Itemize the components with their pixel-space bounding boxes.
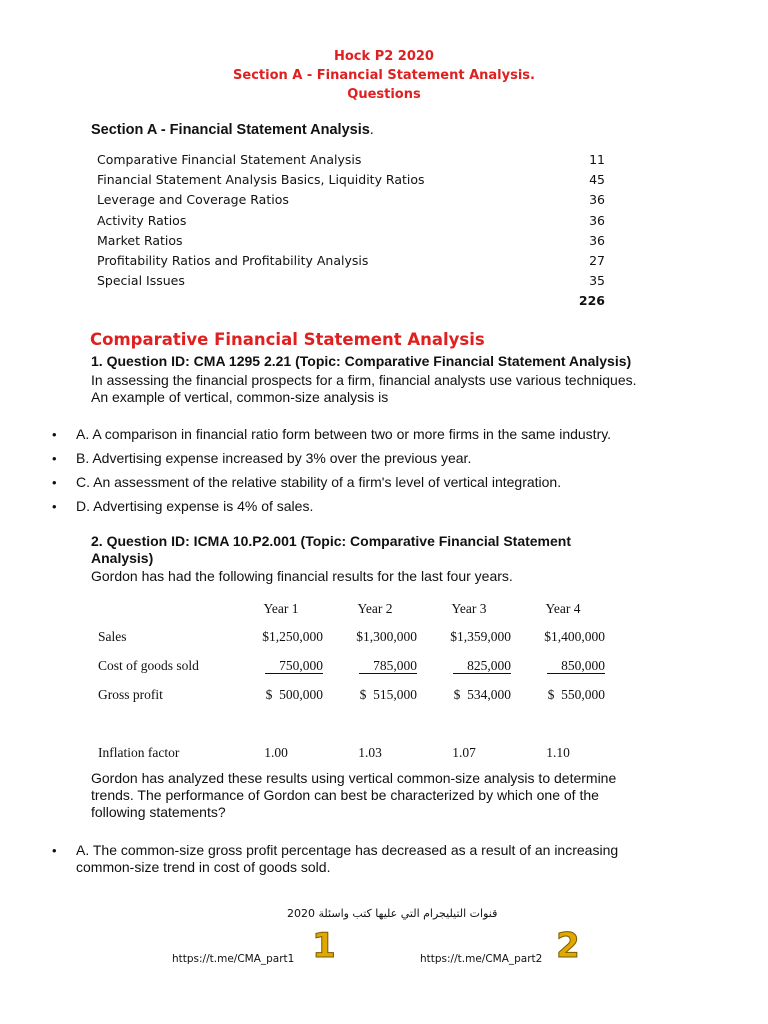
number-one-icon	[312, 926, 336, 962]
question-2-title-2: Analysis)	[91, 550, 154, 566]
question-2-title-1: 2. Question ID: ICMA 10.P2.001 (Topic: Comparative Financial Statement	[91, 533, 571, 549]
toc-row: Market Ratios 36	[97, 232, 605, 248]
question-1-options	[52, 426, 712, 522]
column-header: Year 2	[357, 601, 393, 616]
toc-total: 226	[578, 293, 605, 309]
topic-table	[97, 150, 605, 311]
column-header: Year 1	[263, 601, 299, 616]
answer-option[interactable]: • A. A comparison in financial ratio form between two or more firms in the same industry.	[52, 426, 612, 442]
toc-row: Comparative Financial Statement Analysis 11	[97, 152, 605, 167]
toc-row: Special Issues 35	[97, 273, 605, 289]
table-header-row	[92, 596, 605, 622]
column-header: Year 3	[451, 601, 487, 616]
question-1-text-2: An example of vertical, common-size analysis is	[91, 389, 389, 405]
bullet-icon: •	[52, 475, 57, 490]
number-two-glyph: 2	[556, 926, 580, 962]
table-row: Inflation factor 1.00 1.03 1.07 1.10	[98, 744, 570, 760]
bullet-icon: •	[52, 499, 57, 514]
bullet-icon: •	[52, 843, 57, 858]
toc-row: Leverage and Coverage Ratios 36	[97, 192, 605, 208]
toc-row: Financial Statement Analysis Basics, Liquidity Ratios 45	[97, 172, 605, 188]
question-2-intro: Gordon has had the following financial results for the last four years.	[91, 568, 513, 584]
question-1-title: 1. Question ID: CMA 1295 2.21 (Topic: Comparative Financial Statement Analysis)	[91, 353, 632, 369]
doc-header-line1: Hock P2 2020	[334, 49, 434, 64]
number-two-icon	[555, 926, 581, 962]
doc-header-line3: Questions	[347, 87, 421, 102]
question-2-text-1: Gordon has analyzed these results using vertical common-size analysis to determine	[91, 770, 617, 786]
toc-row: Profitability Ratios and Profitability Analysis 27	[97, 252, 605, 268]
financial-results-table	[92, 596, 605, 767]
telegram-link-part2[interactable]: https://t.me/CMA_part2	[420, 953, 543, 965]
answer-option[interactable]: • A. The common-size gross profit percentage has decreased as a result of an increasing common-size trend in cost of goods sold.	[52, 842, 619, 875]
bullet-icon: •	[52, 451, 57, 466]
answer-option[interactable]: • D. Advertising expense is 4% of sales.	[52, 498, 314, 514]
table-row: Sales $1,250,000 $1,300,000 $1,359,000 $1,400,000	[98, 628, 605, 644]
answer-option[interactable]: • C. An assessment of the relative stability of a firm's level of vertical integration.	[52, 474, 562, 490]
question-2-options	[52, 842, 712, 876]
answer-option[interactable]: • B. Advertising expense increased by 3% over the previous year.	[52, 450, 472, 466]
question-2-text-3: following statements?	[91, 804, 226, 820]
table-row: Gross profit $ 500,000 $ 515,000 $ 534,000 $ 550,000	[98, 686, 605, 702]
table-row: Cost of goods sold 750,000 785,000 825,000 850,000	[98, 657, 605, 673]
footer-channels-text: قنوات التيليجرام التي عليها كتب واسئلة 2020	[287, 907, 498, 920]
toc-row: Activity Ratios 36	[97, 212, 605, 228]
question-1-text-1: In assessing the financial prospects for a firm, financial analysts use various techniques.	[91, 372, 637, 388]
topic-heading: Comparative Financial Statement Analysis	[90, 330, 485, 349]
telegram-link-part1[interactable]: https://t.me/CMA_part1	[172, 953, 295, 965]
bullet-icon: •	[52, 427, 57, 442]
section-title: Section A - Financial Statement Analysis.	[91, 122, 374, 138]
column-header: Year 4	[545, 601, 581, 616]
doc-header-line2: Section A - Financial Statement Analysis.	[233, 68, 535, 83]
number-one-glyph: 1	[312, 926, 336, 962]
question-2-text-2: trends. The performance of Gordon can best be characterized by which one of the	[91, 787, 599, 803]
